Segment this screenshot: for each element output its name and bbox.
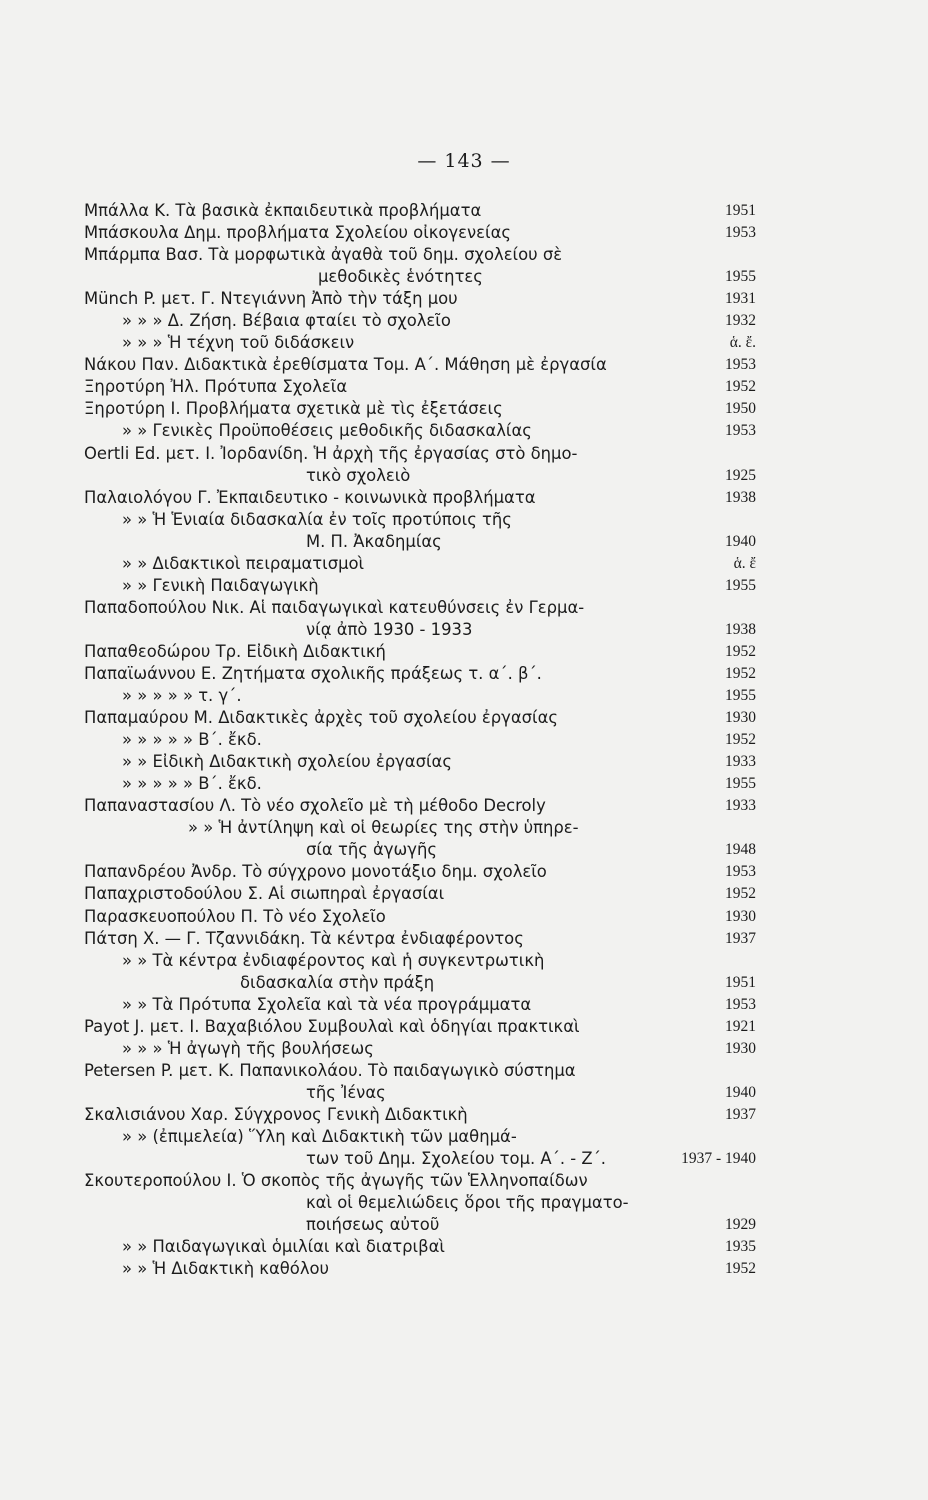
- entry-text: » » Εἰδικὴ Διδακτικὴ σχολείου ἐργασίας: [122, 752, 452, 772]
- entry-text: » » Ἡ Διδακτικὴ καθόλου: [122, 1259, 330, 1279]
- entry-text: Ξηροτύρη Ἠλ. Πρότυπα Σχολεῖα: [84, 377, 348, 397]
- entry-year: 1952: [725, 642, 756, 660]
- entry-line: [78, 1082, 768, 1104]
- entry-year: 1948: [725, 841, 756, 859]
- entry-year: 1932: [725, 312, 756, 330]
- page-number: — 143 —: [417, 150, 511, 172]
- entry-year: 1937 - 1940: [681, 1150, 756, 1168]
- entry-line: [78, 729, 768, 751]
- entry-line: [78, 994, 768, 1016]
- entry-year: 1955: [725, 268, 756, 286]
- entry-year: 1925: [725, 466, 756, 484]
- entry-text: » » » Ἡ ἀγωγὴ τῆς βουλήσεως: [122, 1038, 374, 1058]
- entry-year: 1955: [725, 687, 756, 705]
- entry-text: » » Παιδαγωγικαὶ ὁμιλίαι καὶ διατριβαὶ: [122, 1237, 445, 1257]
- entry-line: [78, 420, 768, 442]
- entry-line: [78, 531, 768, 553]
- entry-line: [78, 1016, 768, 1038]
- entry-year: 1955: [725, 775, 756, 793]
- entry-text: Παπαϊωάννου Ε. Ζητήματα σχολικῆς πράξεως τ. α΄. β΄.: [84, 663, 542, 683]
- entry-line: [78, 1236, 768, 1258]
- entry-text: Μ. Π. Ἀκαδημίας: [306, 531, 442, 551]
- entry-line: [78, 443, 768, 465]
- entry-text: τικὸ σχολειὸ: [306, 465, 411, 485]
- entry-year: 1937: [725, 1105, 756, 1123]
- entry-year: 1955: [725, 576, 756, 594]
- entry-text: Münch P. μετ. Γ. Ντεγιάννη Ἀπὸ τὴν τάξη μου: [84, 289, 458, 309]
- entry-text: των τοῦ Δημ. Σχολείου τομ. Α΄. - Ζ΄.: [306, 1149, 607, 1169]
- entry-year: 1952: [725, 664, 756, 682]
- entry-line: [78, 222, 768, 244]
- entry-line: [78, 707, 768, 729]
- entry-line: [78, 288, 768, 310]
- entry-line: [78, 465, 768, 487]
- entry-year: 1935: [725, 1238, 756, 1256]
- entry-text: Oertli Ed. μετ. Ι. Ἰορδανίδη. Ἡ ἀρχὴ τῆς ἐργασίας στὸ δημο-: [84, 443, 578, 463]
- entry-line: [78, 795, 768, 817]
- entry-text: Παρασκευοπούλου Π. Τὸ νέο Σχολεῖο: [84, 906, 386, 926]
- entry-year: 1952: [725, 731, 756, 749]
- entry-line: [78, 398, 768, 420]
- entry-line: [78, 354, 768, 376]
- entry-text: Σκουτεροπούλου Ι. Ὁ σκοπὸς τῆς ἀγωγῆς τῶν Ἑλληνοπαίδων: [84, 1171, 588, 1191]
- entry-text: Παλαιολόγου Γ. Ἐκπαιδευτικο - κοινωνικὰ προβλήματα: [84, 487, 536, 507]
- entry-year: 1952: [725, 1260, 756, 1278]
- entry-text: Μπάρμπα Βασ. Τὰ μορφωτικὰ ἀγαθὰ τοῦ δημ. σχολείου σὲ: [84, 245, 563, 265]
- entry-text: Σκαλισιάνου Χαρ. Σύγχρονος Γενικὴ Διδακτικὴ: [84, 1104, 468, 1124]
- entry-text: » » Τὰ κέντρα ἐνδιαφέροντος καὶ ἡ συγκεντρωτικὴ: [122, 950, 545, 970]
- entry-text: μεθοδικὲς ἑνότητες: [318, 267, 483, 287]
- entry-line: [78, 200, 768, 222]
- entry-line: [78, 244, 768, 266]
- entry-text: Παπαδοπούλου Νικ. Αἱ παιδαγωγικαὶ κατευθύνσεις ἐν Γερμα-: [84, 597, 585, 617]
- entry-year: 1931: [725, 290, 756, 308]
- entry-line: [78, 1104, 768, 1126]
- entry-text: » » Διδακτικοὶ πειραματισμοὶ: [122, 553, 365, 573]
- entry-text: διδασκαλία στὴν πράξη: [240, 972, 435, 992]
- entry-line: [78, 839, 768, 861]
- entry-year: 1933: [725, 797, 756, 815]
- entry-text: » » Ἡ Ἑνιαία διδασκαλία ἐν τοῖς προτύποις τῆς: [122, 509, 512, 529]
- entry-line: [78, 575, 768, 597]
- entry-text: » » Ἡ ἀντίληψη καὶ οἱ θεωρίες της στὴν ὑπηρε-: [188, 818, 579, 838]
- entry-text: » » Γενικὴ Παιδαγωγικὴ: [122, 575, 319, 595]
- entry-line: [78, 1170, 768, 1192]
- entry-text: νίᾳ ἀπὸ 1930 - 1933: [306, 619, 473, 639]
- entry-line: [78, 1192, 768, 1214]
- entry-line: [78, 950, 768, 972]
- entry-year: 1953: [725, 224, 756, 242]
- entry-line: [78, 906, 768, 928]
- entry-line: [78, 861, 768, 883]
- entry-year: 1953: [725, 356, 756, 374]
- entry-text: Νάκου Παν. Διδακτικὰ ἐρεθίσματα Τομ. Α΄. Μάθηση μὲ ἐργασία: [84, 355, 607, 375]
- entry-line: [78, 751, 768, 773]
- entry-year: 1953: [725, 422, 756, 440]
- entry-line: [78, 1126, 768, 1148]
- entry-year: 1938: [725, 488, 756, 506]
- entry-text: σία τῆς ἀγωγῆς: [306, 840, 437, 860]
- entry-line: [78, 817, 768, 839]
- entry-text: καὶ οἱ θεμελιώδεις ὅροι τῆς πραγματο-: [306, 1193, 629, 1213]
- entry-text: » » » » » Β΄. ἔκδ.: [122, 774, 262, 794]
- entry-line: [78, 332, 768, 354]
- entry-year: 1953: [725, 863, 756, 881]
- entry-year: ἁ. ἔ.: [729, 334, 756, 352]
- entry-year: 1950: [725, 400, 756, 418]
- bibliography-list: [78, 200, 768, 1280]
- entry-text: » » (ἐπιμελεία) Ὕλη καὶ Διδακτικὴ τῶν μαθημά-: [122, 1126, 517, 1146]
- entry-text: Μπάλλα Κ. Τὰ βασικὰ ἐκπαιδευτικὰ προβλήματα: [84, 201, 482, 220]
- entry-year: 1951: [725, 202, 756, 219]
- entry-text: Παπαθεοδώρου Τρ. Εἰδικὴ Διδακτική: [84, 641, 386, 661]
- entry-line: [78, 310, 768, 332]
- entry-line: [78, 553, 768, 575]
- entry-year: 1940: [725, 1083, 756, 1101]
- entry-text: τῆς Ἰένας: [306, 1082, 386, 1102]
- entry-line: [78, 509, 768, 531]
- entry-year: 1930: [725, 709, 756, 727]
- entry-year: 1933: [725, 753, 756, 771]
- entry-line: [78, 928, 768, 950]
- entry-text: » » Τὰ Πρότυπα Σχολεῖα καὶ τὰ νέα προγράμματα: [122, 994, 532, 1014]
- entry-line: [78, 663, 768, 685]
- entry-text: Παπαμαύρου Μ. Διδακτικὲς ἀρχὲς τοῦ σχολείου ἐργασίας: [84, 708, 559, 728]
- entry-year: 1953: [725, 995, 756, 1013]
- entry-line: [78, 1148, 768, 1170]
- entry-line: [78, 619, 768, 641]
- entry-year: 1938: [725, 620, 756, 638]
- entry-text: Παπαναστασίου Λ. Τὸ νέο σχολεῖο μὲ τὴ μέθοδο Decroly: [84, 796, 546, 816]
- entry-line: [78, 376, 768, 398]
- entry-text: » » » » » τ. γ΄.: [122, 686, 242, 706]
- entry-year: 1951: [725, 973, 756, 991]
- entry-text: Παπανδρέου Ἀνδρ. Τὸ σύγχρονο μονοτάξιο δημ. σχολεῖο: [84, 862, 547, 882]
- entry-text: » » Γενικὲς Προϋποθέσεις μεθοδικῆς διδασκαλίας: [122, 421, 532, 441]
- entry-year: 1937: [725, 929, 756, 947]
- entry-text: » » » Ἡ τέχνη τοῦ διδάσκειν: [122, 333, 355, 353]
- entry-text: Παπαχριστοδούλου Σ. Αἱ σιωπηραὶ ἐργασίαι: [84, 884, 445, 904]
- entry-line: [78, 641, 768, 663]
- entry-year: 1930: [725, 1039, 756, 1057]
- entry-text: » » » Δ. Ζήση. Βέβαια φταίει τὸ σχολεῖο: [122, 311, 451, 331]
- entry-line: [78, 487, 768, 509]
- entry-text: ποιήσεως αὐτοῦ: [306, 1215, 440, 1235]
- entry-text: Petersen P. μετ. Κ. Παπανικολάου. Τὸ παιδαγωγικὸ σύστημα: [84, 1060, 576, 1080]
- entry-year: 1930: [725, 907, 756, 925]
- entry-line: [78, 266, 768, 288]
- entry-text: Ξηροτύρη Ι. Προβλήματα σχετικὰ μὲ τὶς ἐξετάσεις: [84, 399, 503, 419]
- entry-text: Μπάσκουλα Δημ. προβλήματα Σχολείου οἰκογενείας: [84, 223, 511, 243]
- entry-year: 1929: [725, 1216, 756, 1234]
- entry-line: [78, 972, 768, 994]
- entry-year: 1952: [725, 378, 756, 396]
- entry-year: 1952: [725, 885, 756, 903]
- entry-line: [78, 685, 768, 707]
- entry-line: [78, 883, 768, 905]
- entry-year: 1940: [725, 532, 756, 550]
- entry-text: Payot J. μετ. Ι. Βαχαβιόλου Συμβουλαὶ καὶ ὁδηγίαι πρακτικαὶ: [84, 1016, 580, 1036]
- entry-line: [78, 773, 768, 795]
- entry-text: Πάτση Χ. — Γ. Τζαννιδάκη. Τὰ κέντρα ἐνδιαφέροντος: [84, 928, 524, 948]
- entry-line: [78, 1038, 768, 1060]
- entry-line: [78, 597, 768, 619]
- entry-line: [78, 1214, 768, 1236]
- entry-year: ἁ. ἔ: [733, 554, 756, 572]
- entry-line: [78, 1060, 768, 1082]
- entry-text: » » » » » Β΄. ἔκδ.: [122, 730, 262, 750]
- entry-line: [78, 1258, 768, 1280]
- entry-year: 1921: [725, 1017, 756, 1035]
